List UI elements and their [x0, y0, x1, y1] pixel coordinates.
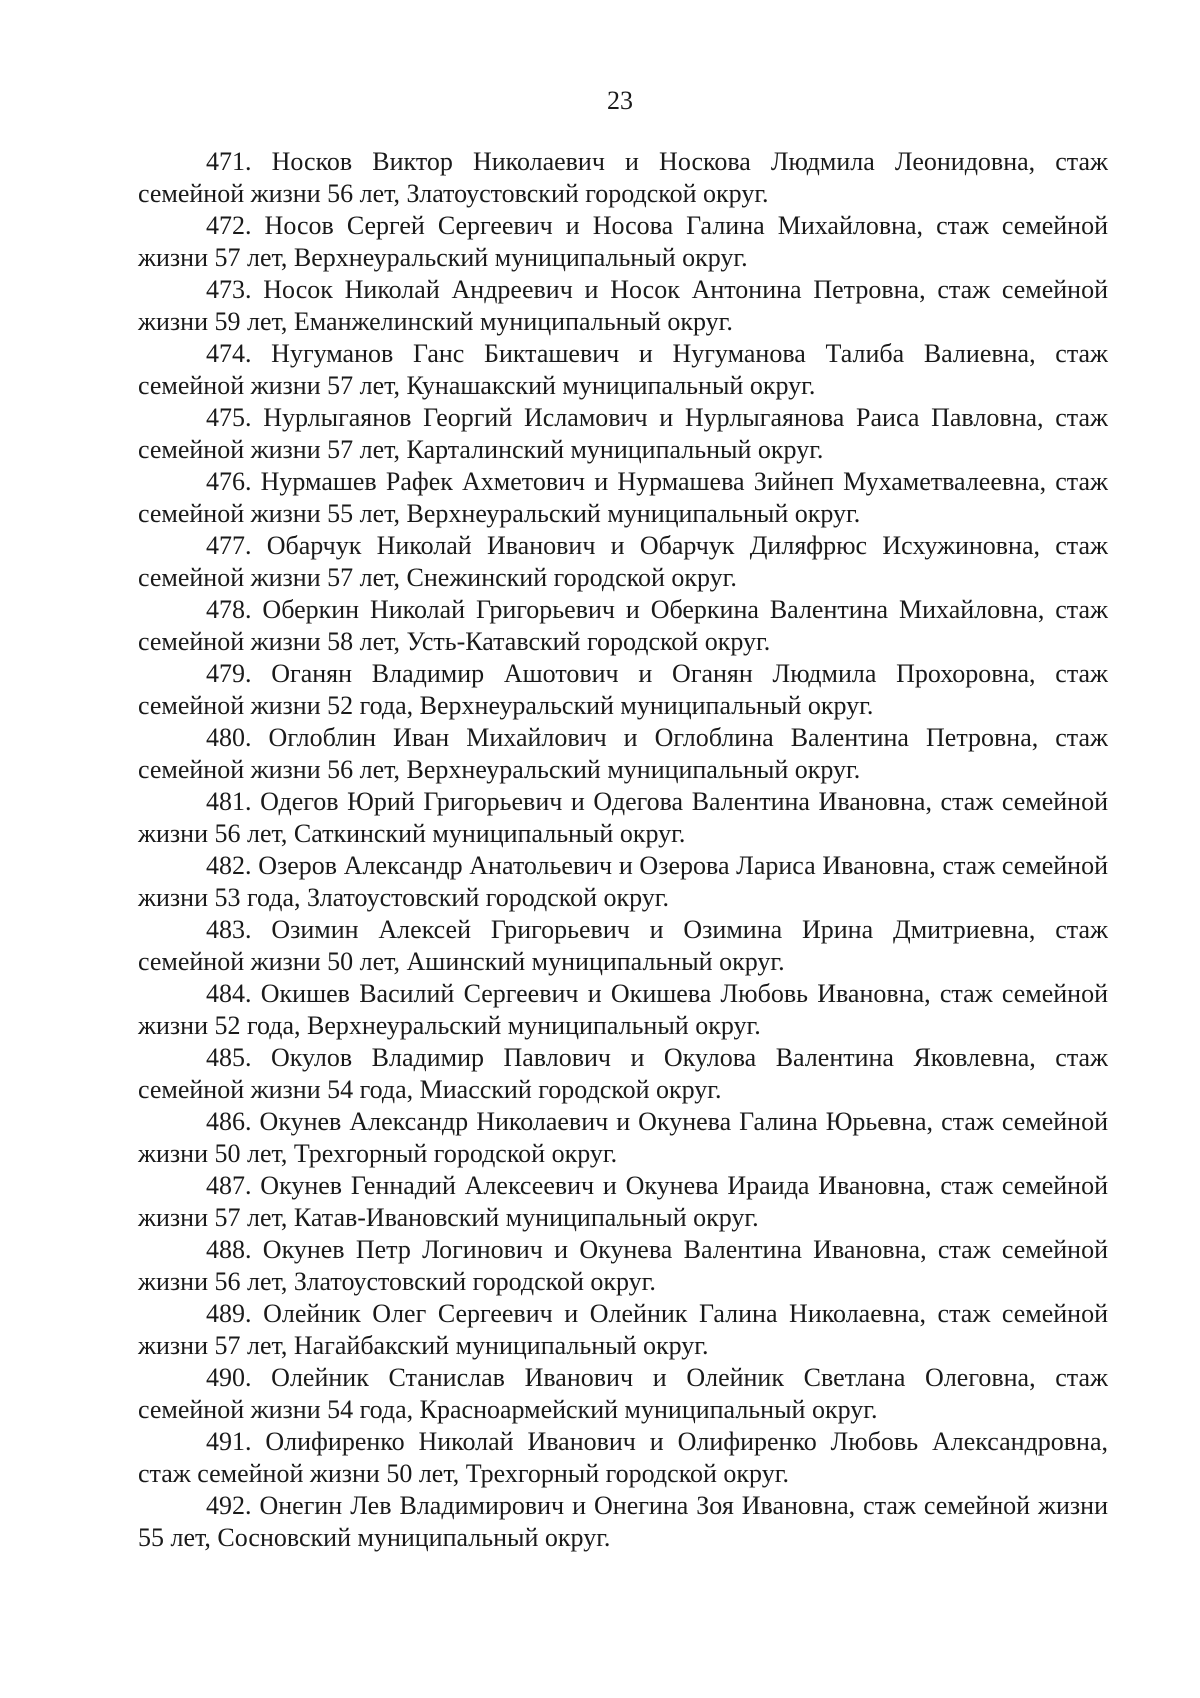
list-item: 483. Озимин Алексей Григорьевич и Озимина Ирина Дмитриевна, стаж семейной жизни 50 лет, Ашинский муниципальный округ. [138, 915, 1108, 976]
list-item: 477. Обарчук Николай Иванович и Обарчук Диляфрюс Исхужиновна, стаж семейной жизни 57 лет, Снежинский городской округ. [138, 531, 1108, 592]
list-item: 473. Носок Николай Андреевич и Носок Антонина Петровна, стаж семейной жизни 59 лет, Еманжелинский муниципальный округ. [138, 275, 1108, 336]
list-item: 482. Озеров Александр Анатольевич и Озерова Лариса Ивановна, стаж семейной жизни 53 года, Златоустовский городской округ. [138, 851, 1108, 912]
page-number: 23 [607, 86, 633, 115]
list-item: 479. Оганян Владимир Ашотович и Оганян Людмила Прохоровна, стаж семейной жизни 52 года, Верхнеуральский муниципальный округ. [138, 659, 1108, 720]
list-item: 490. Олейник Станислав Иванович и Олейник Светлана Олеговна, стаж семейной жизни 54 года, Красноармейский муниципальный округ. [138, 1363, 1108, 1424]
list-item: 487. Окунев Геннадий Алексеевич и Окунева Ираида Ивановна, стаж семейной жизни 57 лет, Катав-Ивановский муниципальный округ. [138, 1171, 1108, 1232]
list-item: 475. Нурлыгаянов Георгий Исламович и Нурлыгаянова Раиса Павловна, стаж семейной жизни 57 лет, Карталинский муниципальный округ. [138, 403, 1108, 464]
list-item: 492. Онегин Лев Владимирович и Онегина Зоя Ивановна, стаж семейной жизни 55 лет, Сосновский муниципальный округ. [138, 1491, 1108, 1552]
list-item: 480. Оглоблин Иван Михайлович и Оглоблина Валентина Петровна, стаж семейной жизни 56 лет, Верхнеуральский муниципальный округ. [138, 723, 1108, 784]
list-item: 485. Окулов Владимир Павлович и Окулова Валентина Яковлевна, стаж семейной жизни 54 года, Миасский городской округ. [138, 1043, 1108, 1104]
list-item: 486. Окунев Александр Николаевич и Окунева Галина Юрьевна, стаж семейной жизни 50 лет, Трехгорный городской округ. [138, 1107, 1108, 1168]
list-item: 472. Носов Сергей Сергеевич и Носова Галина Михайловна, стаж семейной жизни 57 лет, Верхнеуральский муниципальный округ. [138, 211, 1108, 272]
list-item: 491. Олифиренко Николай Иванович и Олифиренко Любовь Александровна, стаж семейной жизни 50 лет, Трехгорный городской округ. [138, 1427, 1108, 1488]
list-item: 474. Нугуманов Ганс Бикташевич и Нугуманова Талиба Валиевна, стаж семейной жизни 57 лет, Кунашакский муниципальный округ. [138, 339, 1108, 400]
entries-list [138, 146, 1108, 1554]
list-item: 481. Одегов Юрий Григорьевич и Одегова Валентина Ивановна, стаж семейной жизни 56 лет, Саткинский муниципальный округ. [138, 787, 1108, 848]
list-item: 476. Нурмашев Рафек Ахметович и Нурмашева Зийнеп Мухаметвалеевна, стаж семейной жизни 55 лет, Верхнеуральский муниципальный округ. [138, 467, 1108, 528]
list-item: 489. Олейник Олег Сергеевич и Олейник Галина Николаевна, стаж семейной жизни 57 лет, Нагайбакский муниципальный округ. [138, 1299, 1108, 1360]
list-item: 478. Оберкин Николай Григорьевич и Оберкина Валентина Михайловна, стаж семейной жизни 58 лет, Усть-Катавский городской округ. [138, 595, 1108, 656]
list-item: 471. Носков Виктор Николаевич и Носкова Людмила Леонидовна, стаж семейной жизни 56 лет, Златоустовский городской округ. [138, 147, 1108, 208]
list-item: 484. Окишев Василий Сергеевич и Окишева Любовь Ивановна, стаж семейной жизни 52 года, Верхнеуральский муниципальный округ. [138, 979, 1108, 1040]
list-item: 488. Окунев Петр Логинович и Окунева Валентина Ивановна, стаж семейной жизни 56 лет, Златоустовский городской округ. [138, 1235, 1108, 1296]
